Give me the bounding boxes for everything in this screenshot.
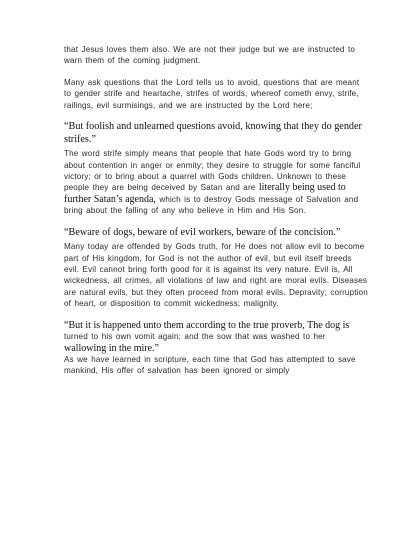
proverb-line2: turned to his own vomit again; and the sow that was washed to her bbox=[64, 332, 326, 342]
proverb-line1: “But it is happened unto them according to the true proverb, The dog is bbox=[64, 319, 350, 331]
paragraph-continuation: that Jesus loves them also. We are not their judge but we are instructed to warn them of the coming judgment. bbox=[64, 45, 355, 66]
paragraph-questions: Many ask questions that the Lord tells us to avoid, questions that are meant to gender strife and heartache, strifes of words, whereof cometh envy, strife, railings, evil surmisings, and we are instructed by the Lord here; bbox=[64, 77, 360, 110]
proverb-line3: wallowing in the mire.” bbox=[64, 342, 159, 354]
paragraph-salvation: As we have learned in scripture, each time that God has attempted to save mankind, His offer of salvation has been ignored or simply bbox=[64, 354, 356, 376]
scripture-quote-foolish-questions: “But foolish and unlearned questions avoid, knowing that they do gender strifes.” bbox=[64, 121, 362, 145]
paragraph-strife bbox=[64, 148, 368, 216]
document-page bbox=[64, 44, 368, 387]
scripture-quote-beware-dogs: “Beware of dogs, beware of evil workers, beware of the concision.” bbox=[64, 226, 341, 238]
paragraph-strife-part1: The word strife simply means that people that hate Gods word try to bring about contention in anger or enmity; they desire to struggle for some fanciful victory; or to bring about a quarrel with Gods children. Unknown to these people they are being deceived by Satan and are bbox=[64, 149, 361, 193]
paragraph-strife-part3: which is to destroy Gods message of Salvation and bring about the falling of any who believe in Him and His Son. bbox=[64, 194, 359, 216]
paragraph-strife-emphasis: literally being used to further Satan’s agenda, bbox=[64, 182, 346, 205]
paragraph-evil: Many today are offended by Gods truth, for He does not allow evil to become part of His kingdom, for God is not the author of evil, but evil itself breeds evil. Evil cannot bring forth good for it is against its very nature. Evil is, All wickedness, all crimes, all violations of law and right are moral evils. Diseases are natural evils, but they often proceed from moral evils. Depravity; corruption of heart, or disposition to commit wickedness; malignity. bbox=[64, 242, 368, 309]
scripture-quote-proverb bbox=[64, 320, 368, 354]
